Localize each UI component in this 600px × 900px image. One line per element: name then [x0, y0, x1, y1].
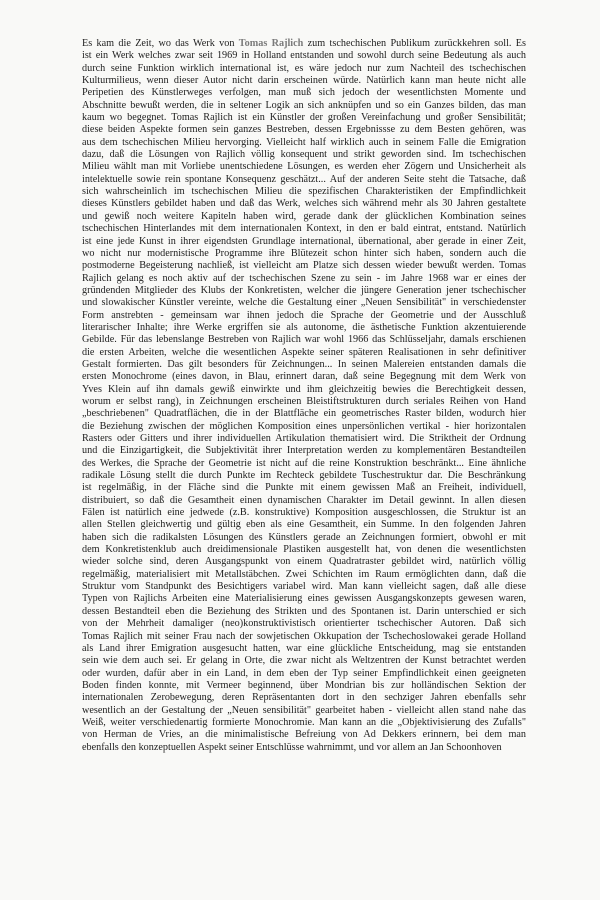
text-line: ist eine jede Kunst in ihrer eigendsten Grundlage international, übernational, aber gerade in einer Zeit, — [82, 235, 526, 247]
article-body — [82, 38, 526, 754]
text-line: intelektuelle sowie rein spontane Konsequenz geschätzt... Auf der anderen Seite steht die Tatsache, daß — [82, 173, 526, 185]
text-line: von der Mehrheit damaliger (neo)konstruktivistisch orientierter tschechischer Autoren. Daß sich — [82, 618, 526, 630]
text-line: distribuiert, so daß die Gesamtheit einen dynamischen Charakter im Detail gewinnt. In allen diesen — [82, 494, 526, 506]
text-line: Typen von Rajlichs Arbeiten eine Materialisierung eines gewissen Ausgangskonzepts gewesen waren, — [82, 593, 526, 605]
text-line: die ersten Arbeiten, welche die wesentlichen Aspekte seiner späteren Realisationen in sehr definitiver — [82, 346, 526, 358]
text-line: literarischer Inhalte; ihre Werke ergriffen sie als autonome, die ästhetische Funktion akzentuierende — [82, 321, 526, 333]
text-line: Struktur vom Standpunkt des Besichtigers variabel wird. Man kann vielleicht sagen, daß alle diese — [82, 581, 526, 593]
text-line: Fälen ist natürlich eine jedwede (z.B. konstruktive) Komposition ausgeschlossen, die Struktur ist an — [82, 507, 526, 519]
text-line: Weiß, weiter verschiedenartig formierte Monochromie. Man kann an die „Objektivisierung des Zufalls" — [82, 716, 526, 728]
text-line: Gestalt formierten. Das gilt besonders für Zeichnungen... In seinen Malereien entstanden damals die — [82, 358, 526, 370]
text-line: Yves Klein auf ihn damals gewiß einwirkte und ihm gleichzeitig bewies die Berechtigkeit dessen, — [82, 383, 526, 395]
text-line: internationalen Zerobewegung, deren Repräsentanten dort in den sechziger Jahren ebenfalls sehr — [82, 692, 526, 704]
text-line: Peripetien des Künstlerweges verfolgen, man muß sich jedoch der wesentlichsten Momente und — [82, 87, 526, 99]
text-line: ebenfalls den konzeptuellen Aspekt seiner Entschlüsse wahrnimmt, und vor allem an Jan Schoonhoven — [82, 741, 502, 753]
text-line: Form anstrebten - gemeinsam war ihnen jedoch die Sprache der Geometrie und der Ausschluß — [82, 309, 526, 321]
text-line: die Beziehung zwischen der möglichen Komposition eines unpersönlichen vertikal - hier horizontalen — [82, 420, 526, 432]
text-line: regelmäßig, materialisiert mit Metallstäbchen. Zwei Schichten im Raum ermöglichten dann, daß die — [82, 568, 526, 580]
intro-text-continued: zum tschechischen Publikum zurückkehren soll. Es — [303, 38, 526, 49]
text-line: Rasters oder Gitters und ihrer individuellen Artikulation thematisiert wird. Die Striktheit der Ordnung — [82, 433, 526, 444]
text-line: haben sich die radikalsten Lösungen des Künstlers gerade an Zeichnungen formiert, obwohl er mit — [82, 531, 526, 543]
text-line: und gewiß noch weitere Kapiteln haben wird, gerade dank der glücklichen Kombination seines — [82, 210, 526, 222]
text-line: durch seine Funktion wirklich international ist, es wäre jedoch nur zum Nachteil des tschechischen — [82, 62, 526, 74]
text-line: dazu, daß die Lösungen von Rajlich völlig konsequent und strikt geworden sind. Im tschechischen — [82, 149, 526, 161]
text-line: dessen Bestandteil eben die Beziehung des Strikten und des Spontanen ist. Darin unterschied er sich — [82, 605, 526, 617]
text-line: von Herman de Vries, an die minimalistische Befreiung von Ad Dekkers erinnern, bei dem man — [82, 729, 526, 741]
text-line: des Werkes, die Sprache der Geometrie ist nicht auf die reine Konstruktion beschränkt... Eine ähnliche — [82, 457, 526, 469]
text-line: Boden finden konnte, mit Vermeer beginnend, über Mondrian bis zur holländischen Sektion der — [82, 679, 526, 691]
text-line: gründenden Mitglieder des Klubs der Konkretisten, welcher die jüngere Generation jener tschechischer — [82, 284, 526, 296]
text-line: diese beiden Aspekte formen sein ganzes Bestreben, dessen Ergebnissse zu dem Besten gehören, was — [82, 124, 526, 136]
text-line: wieder solche sind, deren Ausgangspunkt von einem Quadratraster gebildet wird, natürlich völlig — [82, 556, 526, 568]
text-line: worum er selbst rang), in Zeichnungen erscheinen Bleistiftstrukturen durch seriales Reihen von Hand — [82, 395, 526, 407]
text-line: wo nicht nur modernistische Programme ihre Blütezeit schon hinter sich haben, sondern auch die — [82, 247, 526, 259]
text-line: kaum wo begegnet. Tomas Rajlich ist ein Künstler der großen Vereinfachung und großer Sensibilität; — [82, 112, 526, 124]
text-line: aus dem tschechischen Milieu hervorging. Vielleicht half wirklich auch in seinem Falle die Emigration — [82, 136, 526, 148]
text-line: Kulturmilieus, wenn dieser Autor nicht darin erscheinen würde. Natürlich kann man heute nicht alle — [82, 75, 526, 87]
text-line: dem Konkretistenklub auch dreidimensionale Plastiken ausgestellt hat, von denen die wesentlichsten — [82, 544, 526, 556]
text-line: Rajlich gelang es noch aktiv auf der tschechischen Szene zu sein - im Jahre 1968 war er eines der — [82, 272, 526, 284]
text-line: sich wahrscheinlich im tschechischen Milieu die spezifischen Charakteristiken der Empfindlichkeit — [82, 186, 526, 198]
text-line: wesentlich an der Gestaltung der „Neuen sensibilität" gearbeitet haben - vielleicht allen stand nahe das — [82, 704, 526, 716]
text-line: Gebilde. Für das lebenslange Bestreben von Rajlich war wohl 1966 das Schlüsseljahr, damals erschienen — [82, 334, 526, 346]
intro-text: Es kam die Zeit, wo das Werk von — [82, 38, 239, 49]
text-line: „beschriebenen" Quadratflächen, die in der Blattfläche ein geometrisches Raster bilden, wodurch hier — [82, 408, 526, 420]
text-line: und slowakischer Künstler vereinte, welche die Gestaltung einer „Neuen Sensibilität" in verschiedenster — [82, 297, 526, 309]
artist-name-highlight: Tomas Rajlich — [238, 38, 304, 49]
text-line: Tomas Rajlich mit seiner Frau nach der sowjetischen Okkupation der Tschechoslowakei gerade Holland — [82, 630, 526, 642]
text-line: dieses Künstlers gebildet haben und daß das Werk, welches sich während mehr als 30 Jahren gestaltete — [82, 198, 526, 210]
text-line: Abschnitte bewußt werden, die in seltener Logik an sich anknüpfen und so ein Ganzes bilden, das man — [82, 99, 526, 111]
text-line: ist regelmäßig, in der Fläche sind die Punkte mit einem gewissen Maß an Freiheit, individuell, — [82, 482, 526, 494]
text-line: Milieu wählt man mit Vorliebe unentschiedene Lösungen, es werden eher Zögern und Unsicherheit als — [82, 161, 526, 173]
text-line: tschechischen Hinterlandes mit dem internationalen Kontext, in den er bald eintrat, entstand. Natürlich — [82, 223, 526, 235]
text-line: ersten Monochrome (eines davon, in Blau, erinnert daran, daß seine Begegnung mit dem Werk von — [82, 371, 526, 383]
text-line: und die Einzigartigkeit, die Subjektivität ihrer Interpretation werden zu komplementären Bestandteilen — [82, 445, 526, 457]
text-line: als Land ihrer Emigration ausgesucht hatten, war eine glückliche Entscheidung, mag sie entstanden — [82, 642, 526, 654]
text-line: ist ein Werk welches zwar seit 1969 in Holland entstanden und sowohl durch seine Bedeutung als auch — [82, 50, 526, 62]
text-line: radikale Lösung stellt die durch Punkte im Rechteck gebildete Tuschestruktur dar. Die Beschränkung — [82, 470, 526, 482]
text-line: sein wie dem auch sei. Er gelang in Orte, die zwar nicht als Weltzentren der Kunst betrachtet werden — [82, 655, 526, 667]
first-line — [82, 38, 526, 50]
text-line: postmoderne Begeisterung nachließ, ist vielleicht am Platze sich dessen wieder bewußt werden. Tomas — [82, 260, 526, 272]
text-line: allen Stellen gleichwertig und gültig eben als eine Gesamtheit, ein Summe. In den folgenden Jahren — [82, 519, 526, 531]
text-line: oder wurden, dafür aber in ein Land, in dem eben der Typ seiner Empfindlichkeit einen geeigneten — [82, 667, 526, 679]
